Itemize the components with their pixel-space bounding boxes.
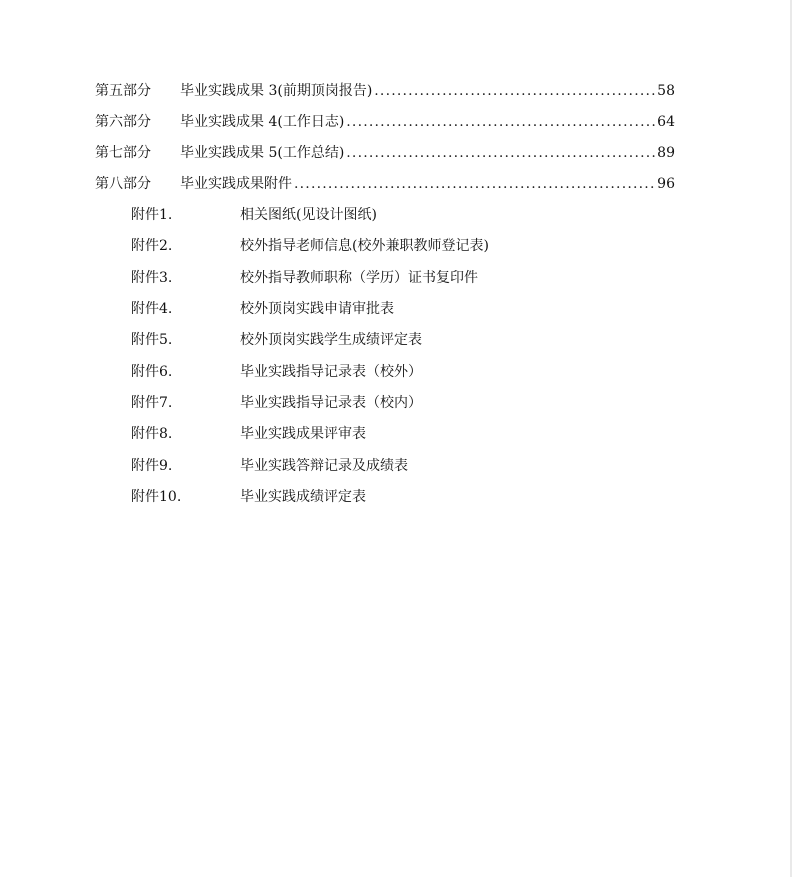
attachment-label: 附件10. bbox=[131, 488, 182, 505]
attachment-label: 附件7. bbox=[131, 394, 173, 411]
attachment-label: 附件3. bbox=[131, 269, 173, 286]
toc-part-label: 第七部分 bbox=[95, 145, 151, 161]
attachment-item bbox=[131, 482, 651, 513]
toc-part-label: 第八部分 bbox=[95, 176, 151, 192]
toc-page-number: 64 bbox=[657, 114, 675, 130]
attachment-title: 毕业实践指导记录表（校内） bbox=[240, 394, 422, 411]
toc-part-label: 第六部分 bbox=[95, 114, 151, 130]
attachment-title: 校外顶岗实践学生成绩评定表 bbox=[240, 332, 422, 349]
attachment-label: 附件8. bbox=[131, 426, 173, 443]
attachment-list bbox=[131, 200, 651, 513]
attachment-item bbox=[131, 419, 651, 450]
toc-entry-title: 毕业实践成果 4(工作日志) bbox=[180, 114, 345, 130]
toc-entry-part-six bbox=[95, 107, 675, 138]
attachment-label: 附件1. bbox=[131, 207, 173, 224]
table-of-contents bbox=[95, 76, 675, 200]
attachment-item bbox=[131, 231, 651, 262]
toc-entry-part-five bbox=[95, 76, 675, 107]
attachment-item bbox=[131, 450, 651, 481]
attachment-label: 附件4. bbox=[131, 301, 173, 318]
attachment-title: 毕业实践指导记录表（校外） bbox=[240, 363, 422, 380]
toc-page-number: 58 bbox=[657, 83, 675, 99]
toc-entry-title: 毕业实践成果 3(前期顶岗报告) bbox=[180, 83, 373, 99]
toc-entry-title: 毕业实践成果 5(工作总结) bbox=[180, 145, 345, 161]
attachment-label: 附件6. bbox=[131, 363, 173, 380]
attachment-label: 附件2. bbox=[131, 238, 173, 255]
attachment-item bbox=[131, 294, 651, 325]
toc-dot-leader bbox=[374, 76, 655, 107]
attachment-label: 附件9. bbox=[131, 457, 173, 474]
attachment-title: 校外指导教师职称（学历）证书复印件 bbox=[240, 269, 478, 286]
attachment-title: 校外指导老师信息(校外兼职教师登记表) bbox=[240, 238, 489, 255]
attachment-item bbox=[131, 325, 651, 356]
attachment-item bbox=[131, 263, 651, 294]
toc-entry-title: 毕业实践成果附件 bbox=[180, 176, 292, 192]
toc-page-number: 89 bbox=[657, 145, 675, 161]
toc-dot-leader bbox=[346, 107, 655, 138]
toc-page-number: 96 bbox=[657, 176, 675, 192]
attachment-title: 校外顶岗实践申请审批表 bbox=[240, 301, 394, 318]
attachment-item bbox=[131, 356, 651, 387]
toc-entry-part-eight bbox=[95, 169, 675, 200]
attachment-title: 毕业实践成绩评定表 bbox=[240, 488, 366, 505]
attachment-item bbox=[131, 388, 651, 419]
toc-dot-leader bbox=[294, 169, 655, 200]
attachment-title: 毕业实践答辩记录及成绩表 bbox=[240, 457, 408, 474]
toc-part-label: 第五部分 bbox=[95, 83, 151, 99]
toc-entry-part-seven bbox=[95, 138, 675, 169]
attachment-title: 毕业实践成果评审表 bbox=[240, 426, 366, 443]
toc-dot-leader bbox=[346, 138, 655, 169]
attachment-title: 相关图纸(见设计图纸) bbox=[240, 207, 377, 224]
attachment-label: 附件5. bbox=[131, 332, 173, 349]
page-edge bbox=[790, 0, 792, 877]
attachment-item bbox=[131, 200, 651, 231]
